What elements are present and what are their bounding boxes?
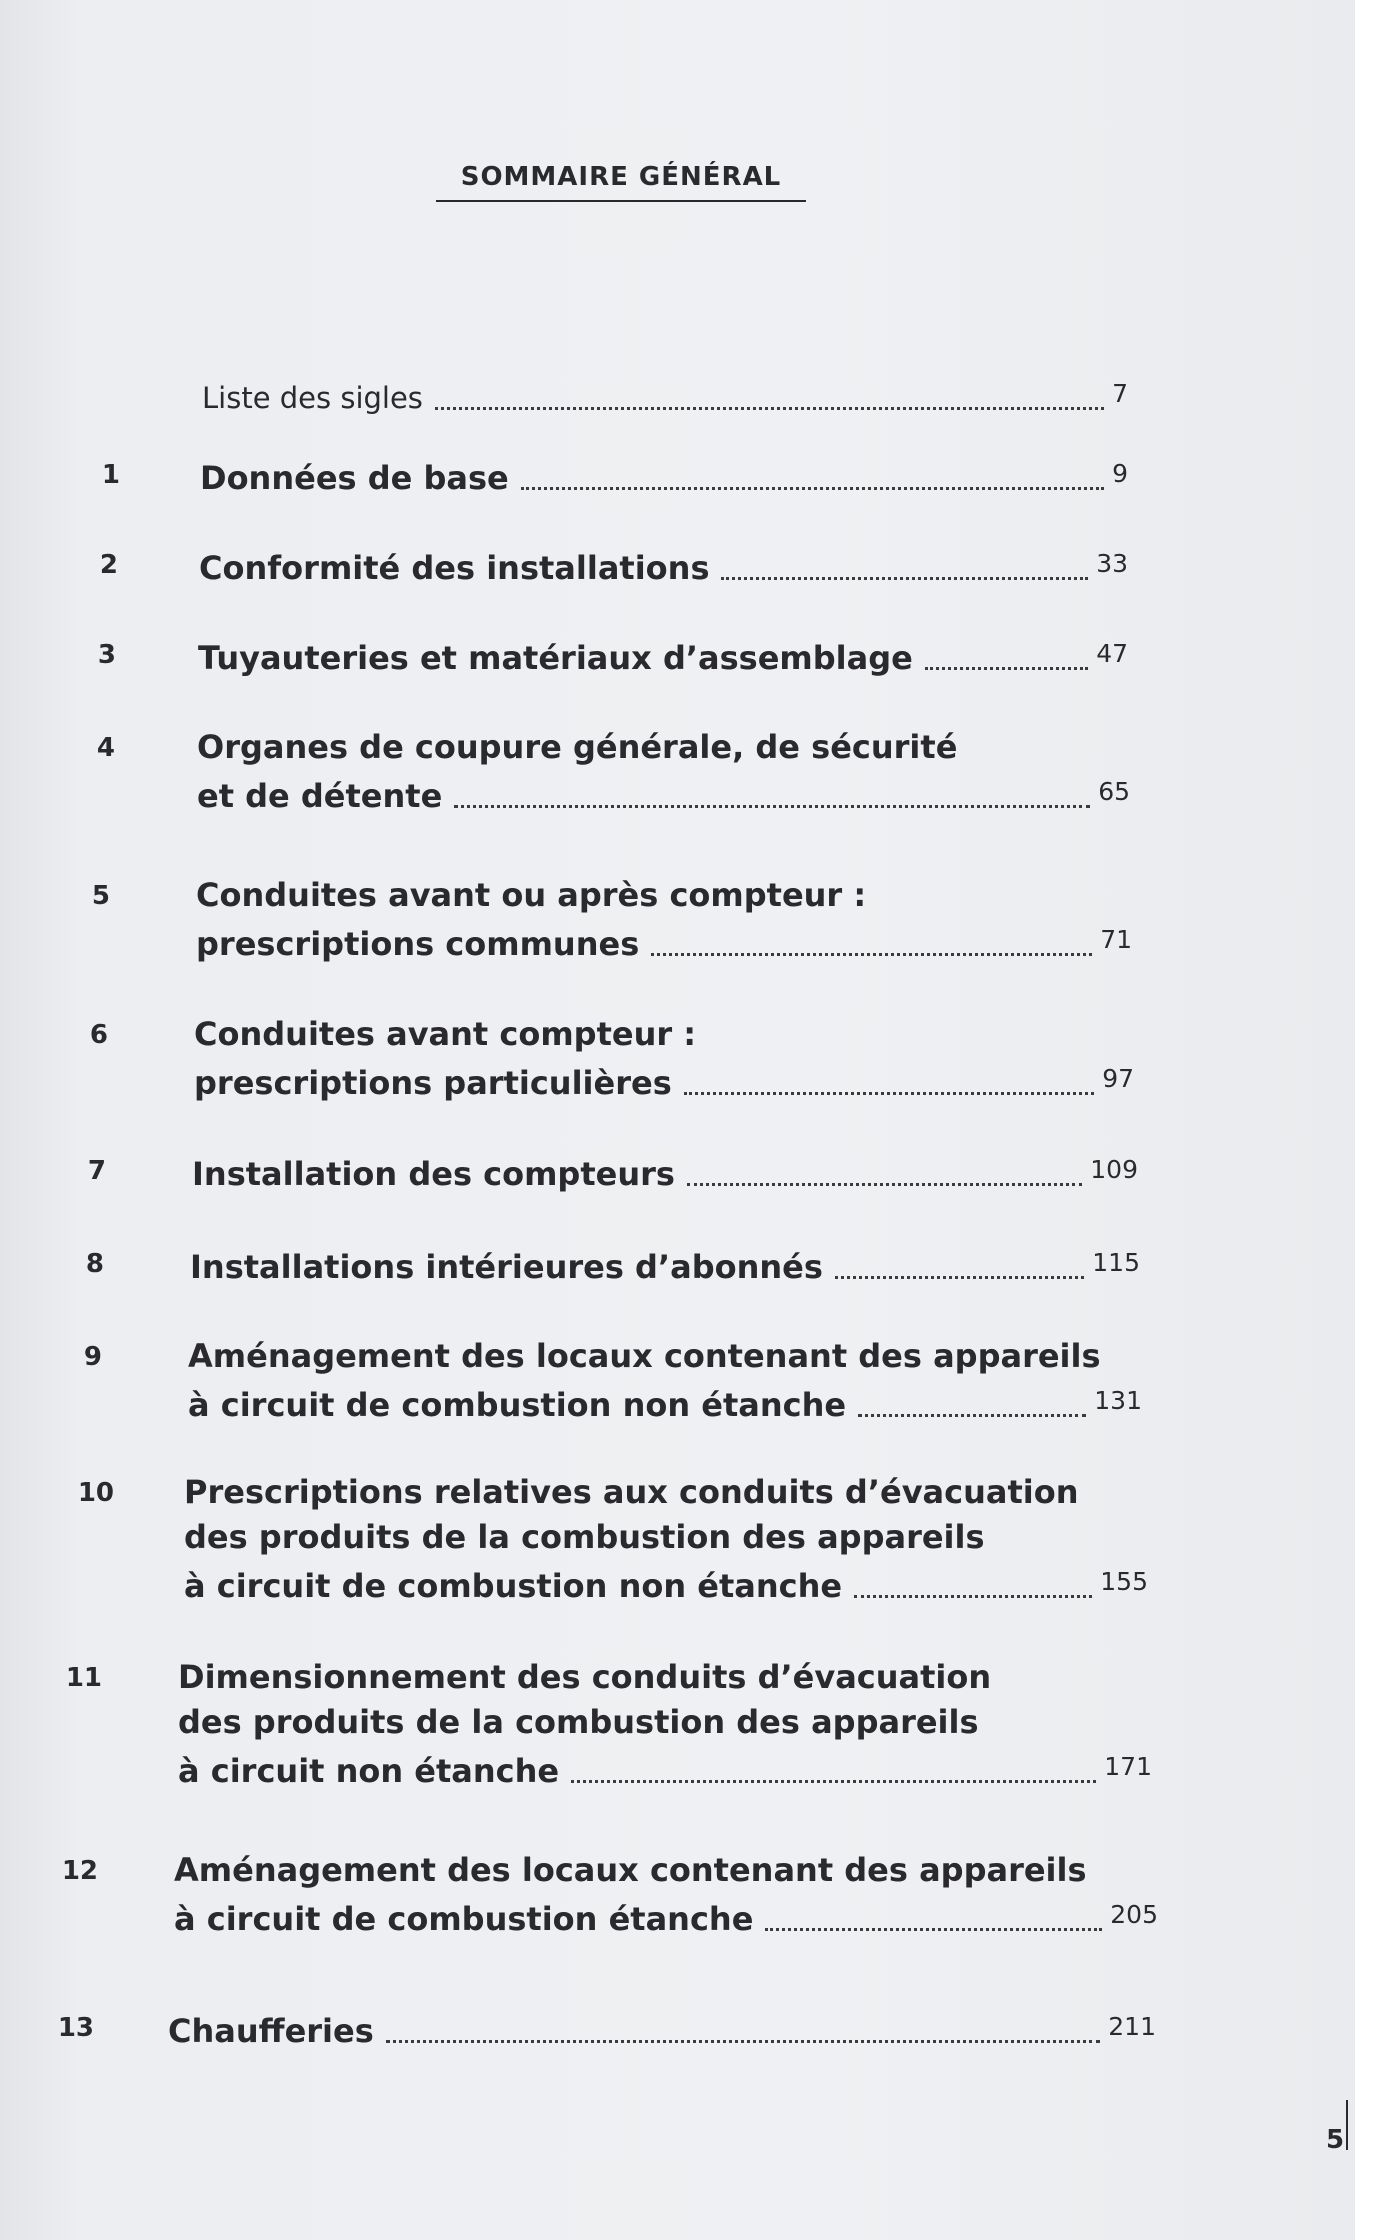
chapter-number: 5 [91,881,110,911]
chapter-title-line: et de détente [197,777,443,815]
chapter-title-line: Liste des sigles [202,381,423,415]
chapter-title-line: prescriptions communes [196,925,640,963]
dot-leader [521,486,1104,490]
chapter-title-line: Aménagement des locaux contenant des appareils [188,1337,1101,1375]
dot-leader [858,1413,1086,1417]
chapter-title-line: Dimensionnement des conduits d’évacuation [178,1658,992,1696]
title-underline [436,200,806,202]
page-reference: 131 [1094,1386,1142,1415]
chapter-title-row [200,452,1128,500]
chapter-title-row [194,1057,1134,1105]
chapter-title-line: prescriptions particulières [194,1064,672,1102]
chapter-number: 12 [61,1856,98,1886]
chapter-title-row [190,1241,1140,1289]
chapter-title-line: Conduites avant ou après compteur : [196,876,867,914]
chapter-title-line: Tuyauteries et matériaux d’assemblage [198,639,913,677]
dot-leader [854,1594,1092,1598]
chapter-number: 1 [101,460,120,490]
dot-leader [925,666,1088,670]
chapter-title-line: à circuit de combustion étanche [174,1900,754,1938]
dot-leader [571,1779,1096,1783]
page-reference: 71 [1100,925,1132,954]
chapter-title-line: à circuit non étanche [178,1752,560,1790]
chapter-title-row [202,372,1128,420]
dot-leader [765,1927,1102,1931]
chapter-title-row [188,1379,1142,1427]
chapter-title-line: des produits de la combustion des appareils [178,1703,979,1741]
chapter-title-line: à circuit de combustion non étanche [188,1386,847,1424]
dot-leader [435,406,1104,410]
chapter-number: 3 [97,640,116,670]
chapter-number: 13 [57,2013,94,2043]
chapter-title-row [184,1560,1148,1608]
page-reference: 7 [1112,379,1128,408]
chapter-title-line: des produits de la combustion des appareils [184,1518,985,1556]
dot-leader [835,1275,1084,1279]
chapter-title-line: à circuit de combustion non étanche [184,1567,843,1605]
page-reference: 9 [1112,459,1128,488]
chapter-title-line: Installations intérieures d’abonnés [190,1248,823,1286]
chapter-number: 11 [65,1663,102,1693]
chapter-title-row [197,770,1130,818]
dot-leader [687,1182,1082,1186]
folio-bar [1346,2100,1348,2150]
dot-leader [651,952,1092,956]
chapter-title-line: Organes de coupure générale, de sécurité [197,728,958,766]
page-reference: 115 [1092,1248,1140,1277]
page-reference: 109 [1090,1155,1138,1184]
chapter-title-row [196,918,1132,966]
page-number: 5 [1326,2125,1345,2155]
chapter-title-line: Conduites avant compteur : [194,1015,697,1053]
chapter-title-line: Chaufferies [168,2012,374,2050]
dot-leader [454,804,1090,808]
chapter-number: 9 [83,1342,102,1372]
dot-leader [386,2039,1101,2043]
chapter-number: 8 [85,1249,104,1279]
chapter-title-line: Installation des compteurs [192,1155,675,1193]
page-reference: 33 [1096,549,1128,578]
chapter-number: 2 [99,550,118,580]
chapter-title-row [198,632,1128,680]
page-edge [1355,0,1376,2240]
page-reference: 211 [1108,2012,1156,2041]
chapter-title-row [168,2005,1156,2053]
chapter-title-row [192,1148,1138,1196]
chapter-title-row [174,1893,1158,1941]
chapter-title-line: Aménagement des locaux contenant des appareils [174,1851,1087,1889]
page-reference: 155 [1100,1567,1148,1596]
page-title: SOMMAIRE GÉNÉRAL [460,162,782,192]
page-reference: 171 [1104,1752,1152,1781]
chapter-number: 4 [96,733,115,763]
chapter-title-row [178,1745,1152,1793]
chapter-title-line: Prescriptions relatives aux conduits d’évacuation [184,1473,1079,1511]
chapter-title-line: Conformité des installations [199,549,710,587]
chapter-number: 6 [89,1020,108,1050]
chapter-title-row [199,542,1128,590]
page-reference: 205 [1110,1900,1158,1929]
chapter-number: 7 [87,1156,106,1186]
dot-leader [684,1091,1094,1095]
dot-leader [721,576,1088,580]
chapter-number: 10 [77,1478,114,1508]
page-reference: 65 [1098,777,1130,806]
page-reference: 47 [1096,639,1128,668]
page-reference: 97 [1102,1064,1134,1093]
chapter-title-line: Données de base [200,459,509,497]
